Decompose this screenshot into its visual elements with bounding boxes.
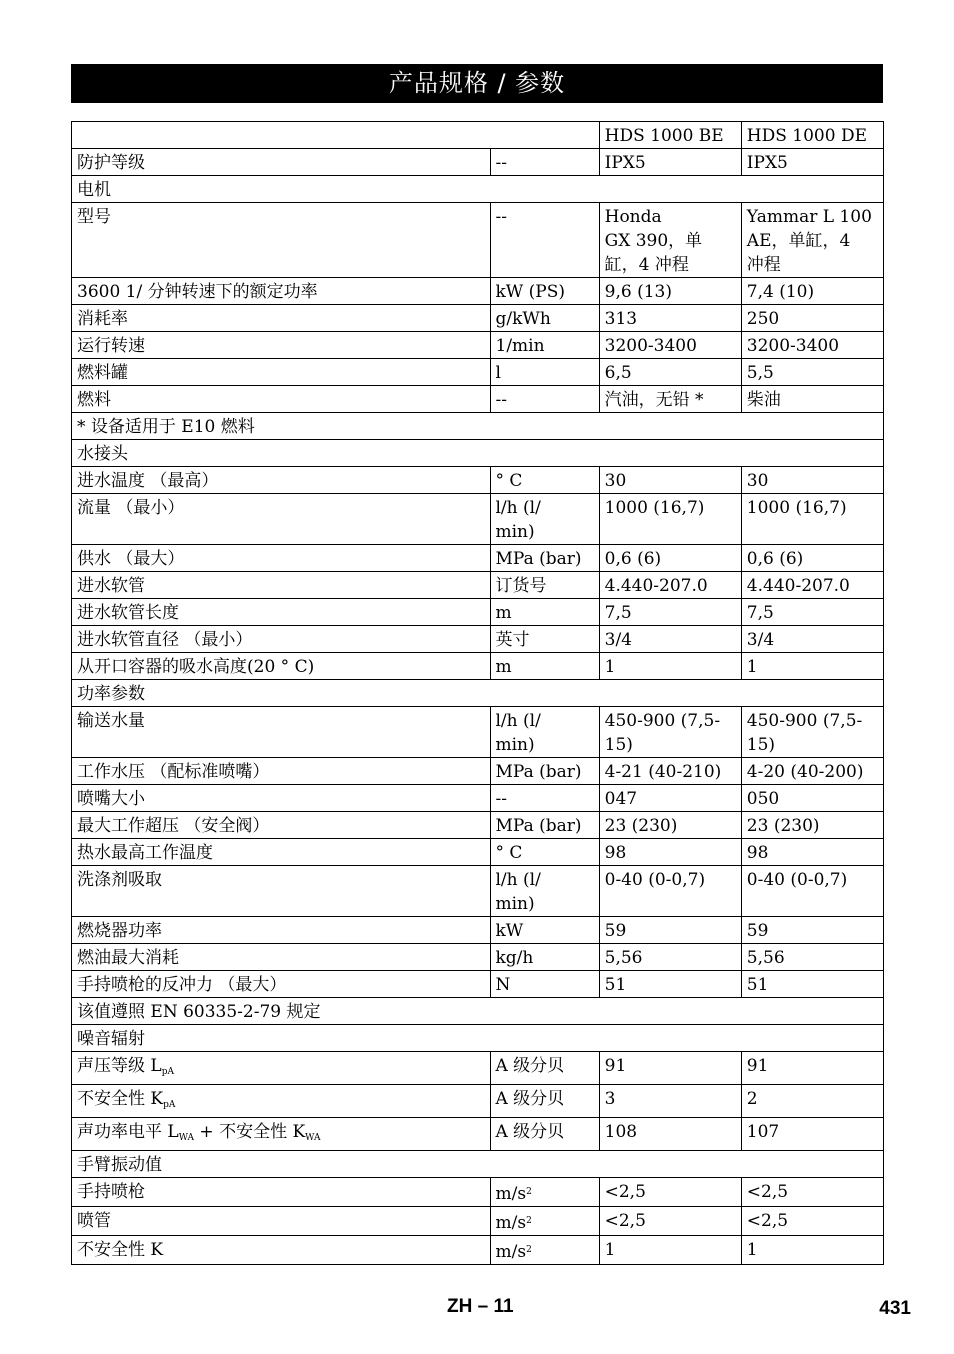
table-row xyxy=(72,1178,884,1207)
section-row xyxy=(72,440,884,467)
section-row xyxy=(72,1025,884,1052)
param-label xyxy=(72,1118,491,1151)
unit-text: A 级分贝 xyxy=(495,1089,565,1109)
param-label-text: 3600 1/ 分钟转速下的额定功率 xyxy=(77,282,318,302)
value-cell-de: 98 xyxy=(741,839,883,866)
param-label xyxy=(72,305,491,332)
unit-cell xyxy=(490,758,599,785)
table-row xyxy=(72,278,884,305)
page-number: 431 xyxy=(879,1298,911,1319)
unit-cell xyxy=(490,149,599,176)
value-cell-be: Honda GX 390，单 缸，4 冲程 xyxy=(599,203,741,278)
param-label-text: 热水最高工作温度 xyxy=(77,843,213,863)
param-label xyxy=(72,386,491,413)
unit-text: l xyxy=(495,363,501,383)
value-cell-be: 4-21 (40-210) xyxy=(599,758,741,785)
unit-cell xyxy=(490,812,599,839)
param-label-text: 进水温度 （最高） xyxy=(77,471,219,491)
unit-cell xyxy=(490,467,599,494)
value-cell-be: <2,5 xyxy=(599,1207,741,1236)
header-cell-empty xyxy=(72,122,600,149)
unit-cell xyxy=(490,1236,599,1265)
table-row xyxy=(72,1207,884,1236)
param-label xyxy=(72,971,491,998)
unit-superscript: 2 xyxy=(526,1245,532,1255)
value-cell-de: 1000 (16,7) xyxy=(741,494,883,545)
unit-cell xyxy=(490,599,599,626)
unit-text: -- xyxy=(495,789,507,809)
table-row xyxy=(72,149,884,176)
value-cell-be: 1 xyxy=(599,1236,741,1265)
unit-cell xyxy=(490,917,599,944)
param-label xyxy=(72,1178,491,1207)
value-cell-be: 91 xyxy=(599,1052,741,1085)
param-label-text: 型号 xyxy=(77,207,111,227)
unit-cell xyxy=(490,944,599,971)
value-cell-be: 7,5 xyxy=(599,599,741,626)
unit-cell xyxy=(490,305,599,332)
param-label-text: 防护等级 xyxy=(77,153,145,173)
param-label xyxy=(72,758,491,785)
section-row xyxy=(72,680,884,707)
value-cell-be: 9,6 (13) xyxy=(599,278,741,305)
table-row xyxy=(72,626,884,653)
param-label-subscript: pA xyxy=(161,1067,174,1077)
section-label: * 设备适用于 E10 燃料 xyxy=(72,413,884,440)
table-row xyxy=(72,785,884,812)
param-label-text: 工作水压 （配标准喷嘴） xyxy=(77,762,270,782)
value-cell-be: 6,5 xyxy=(599,359,741,386)
value-cell-de: 柴油 xyxy=(741,386,883,413)
unit-text: l/h (l/ min) xyxy=(495,498,541,542)
unit-text: ° C xyxy=(495,471,523,491)
value-cell-de: 107 xyxy=(741,1118,883,1151)
unit-text: g/kWh xyxy=(495,309,551,329)
param-label-text: 流量 （最小） xyxy=(77,498,185,518)
value-cell-de: 5,5 xyxy=(741,359,883,386)
unit-cell xyxy=(490,866,599,917)
param-label-subscript: pA xyxy=(163,1100,176,1110)
param-label-text: 声功率电平 L xyxy=(77,1122,179,1142)
param-label xyxy=(72,203,491,278)
param-label-text: 燃料 xyxy=(77,390,111,410)
value-cell-de: <2,5 xyxy=(741,1207,883,1236)
value-cell-be: 51 xyxy=(599,971,741,998)
table-row xyxy=(72,359,884,386)
unit-text: N xyxy=(495,975,511,995)
param-label-text: 洗涤剂吸取 xyxy=(77,870,162,890)
unit-text: MPa (bar) xyxy=(495,762,582,782)
unit-cell xyxy=(490,785,599,812)
value-cell-be: 4.440-207.0 xyxy=(599,572,741,599)
unit-cell xyxy=(490,332,599,359)
section-row xyxy=(72,176,884,203)
table-row xyxy=(72,494,884,545)
unit-text: 1/min xyxy=(495,336,545,356)
param-label-subscript: WA xyxy=(178,1133,195,1143)
value-cell-be: 汽油，无铅 * xyxy=(599,386,741,413)
unit-text: A 级分贝 xyxy=(495,1056,565,1076)
table-row xyxy=(72,572,884,599)
unit-cell xyxy=(490,278,599,305)
value-cell-de: 1 xyxy=(741,1236,883,1265)
header-cell-model-be: HDS 1000 BE xyxy=(599,122,741,149)
value-cell-de: 050 xyxy=(741,785,883,812)
value-cell-be: 30 xyxy=(599,467,741,494)
param-label-text: 最大工作超压 （安全阀） xyxy=(77,816,270,836)
table-row xyxy=(72,707,884,758)
unit-text: m xyxy=(495,657,512,677)
unit-cell xyxy=(490,545,599,572)
header-cell-model-de: HDS 1000 DE xyxy=(741,122,883,149)
unit-cell xyxy=(490,494,599,545)
table-row xyxy=(72,1085,884,1118)
unit-text: kW xyxy=(495,921,524,941)
table-row xyxy=(72,305,884,332)
section-row xyxy=(72,998,884,1025)
param-label xyxy=(72,149,491,176)
value-cell-be: 047 xyxy=(599,785,741,812)
value-cell-be: 1000 (16,7) xyxy=(599,494,741,545)
unit-cell xyxy=(490,839,599,866)
param-label-text-2: + 不安全性 K xyxy=(194,1122,306,1142)
table-row xyxy=(72,653,884,680)
param-label xyxy=(72,359,491,386)
section-label: 手臂振动值 xyxy=(72,1151,884,1178)
value-cell-be: 0,6 (6) xyxy=(599,545,741,572)
value-cell-de: 450-900 (7,5- 15) xyxy=(741,707,883,758)
value-cell-be: 59 xyxy=(599,917,741,944)
table-row xyxy=(72,203,884,278)
param-label-text: 喷管 xyxy=(77,1211,111,1231)
value-cell-be: IPX5 xyxy=(599,149,741,176)
unit-cell xyxy=(490,1085,599,1118)
param-label xyxy=(72,626,491,653)
value-cell-de: 51 xyxy=(741,971,883,998)
value-cell-be: 3200-3400 xyxy=(599,332,741,359)
unit-text: -- xyxy=(495,153,507,173)
value-cell-de: 23 (230) xyxy=(741,812,883,839)
section-label: 水接头 xyxy=(72,440,884,467)
value-cell-be: 0-40 (0-0,7) xyxy=(599,866,741,917)
value-cell-be: 3/4 xyxy=(599,626,741,653)
param-label-text: 不安全性 K xyxy=(77,1089,164,1109)
unit-superscript: 2 xyxy=(526,1216,532,1226)
param-label xyxy=(72,1236,491,1265)
table-row xyxy=(72,971,884,998)
param-label-text: 燃油最大消耗 xyxy=(77,948,179,968)
param-label-text: 运行转速 xyxy=(77,336,145,356)
value-cell-de: 4.440-207.0 xyxy=(741,572,883,599)
unit-text: 订货号 xyxy=(495,576,547,596)
value-cell-de: 30 xyxy=(741,467,883,494)
table-row xyxy=(72,386,884,413)
table-row xyxy=(72,812,884,839)
value-cell-be: 98 xyxy=(599,839,741,866)
unit-cell xyxy=(490,203,599,278)
param-label-text: 喷嘴大小 xyxy=(77,789,145,809)
param-label-text: 燃烧器功率 xyxy=(77,921,162,941)
section-label: 功率参数 xyxy=(72,680,884,707)
table-row xyxy=(72,944,884,971)
value-cell-de: 1 xyxy=(741,653,883,680)
param-label xyxy=(72,839,491,866)
table-row xyxy=(72,917,884,944)
param-label xyxy=(72,278,491,305)
param-label-text: 声压等级 L xyxy=(77,1056,162,1076)
value-cell-de: 5,56 xyxy=(741,944,883,971)
value-cell-be: 3 xyxy=(599,1085,741,1118)
unit-superscript: 2 xyxy=(526,1187,532,1197)
param-label-text: 进水软管直径 （最小） xyxy=(77,630,253,650)
param-label xyxy=(72,1207,491,1236)
unit-text: 英寸 xyxy=(495,630,530,650)
table-row xyxy=(72,332,884,359)
unit-text: m/s xyxy=(495,1213,527,1233)
unit-cell xyxy=(490,386,599,413)
unit-cell xyxy=(490,707,599,758)
section-label: 电机 xyxy=(72,176,884,203)
param-label xyxy=(72,467,491,494)
unit-cell xyxy=(490,626,599,653)
table-header-row xyxy=(72,122,884,149)
value-cell-de: 0,6 (6) xyxy=(741,545,883,572)
param-label-text: 手持喷枪 xyxy=(77,1182,145,1202)
table-row xyxy=(72,1052,884,1085)
value-cell-be: 313 xyxy=(599,305,741,332)
section-label: 该值遵照 EN 60335-2-79 规定 xyxy=(72,998,884,1025)
value-cell-be: 450-900 (7,5- 15) xyxy=(599,707,741,758)
value-cell-de: Yammar L 100 AE，单缸，4 冲程 xyxy=(741,203,883,278)
value-cell-de: <2,5 xyxy=(741,1178,883,1207)
value-cell-be: 23 (230) xyxy=(599,812,741,839)
unit-text: A 级分贝 xyxy=(495,1122,565,1142)
value-cell-de: 7,5 xyxy=(741,599,883,626)
unit-cell xyxy=(490,1178,599,1207)
unit-cell xyxy=(490,653,599,680)
unit-text: MPa (bar) xyxy=(495,549,582,569)
value-cell-be: <2,5 xyxy=(599,1178,741,1207)
value-cell-be: 1 xyxy=(599,653,741,680)
unit-cell xyxy=(490,1052,599,1085)
value-cell-de: 7,4 (10) xyxy=(741,278,883,305)
table-row xyxy=(72,1236,884,1265)
param-label-text: 消耗率 xyxy=(77,309,128,329)
param-label-text: 手持喷枪的反冲力 （最大） xyxy=(77,975,287,995)
param-label xyxy=(72,812,491,839)
value-cell-de: IPX5 xyxy=(741,149,883,176)
value-cell-de: 3/4 xyxy=(741,626,883,653)
table-row xyxy=(72,758,884,785)
value-cell-de: 2 xyxy=(741,1085,883,1118)
unit-text: m xyxy=(495,603,512,623)
param-label-text: 供水 （最大） xyxy=(77,549,185,569)
table-row xyxy=(72,545,884,572)
param-label xyxy=(72,494,491,545)
param-label-text: 进水软管长度 xyxy=(77,603,179,623)
unit-text: m/s xyxy=(495,1184,527,1204)
value-cell-be: 108 xyxy=(599,1118,741,1151)
unit-cell xyxy=(490,971,599,998)
param-label xyxy=(72,332,491,359)
value-cell-de: 4-20 (40-200) xyxy=(741,758,883,785)
param-label xyxy=(72,1052,491,1085)
unit-cell xyxy=(490,572,599,599)
param-label-subscript-2: WA xyxy=(305,1133,321,1143)
param-label-text: 输送水量 xyxy=(77,711,145,731)
param-label xyxy=(72,545,491,572)
param-label-text: 从开口容器的吸水高度(20 ° C) xyxy=(77,657,315,677)
section-row xyxy=(72,1151,884,1178)
unit-text: m/s xyxy=(495,1242,527,1262)
value-cell-de: 91 xyxy=(741,1052,883,1085)
value-cell-be: 5,56 xyxy=(599,944,741,971)
spec-table xyxy=(71,121,884,1265)
unit-cell xyxy=(490,1207,599,1236)
param-label xyxy=(72,707,491,758)
unit-cell xyxy=(490,359,599,386)
value-cell-de: 250 xyxy=(741,305,883,332)
param-label xyxy=(72,653,491,680)
unit-text: ° C xyxy=(495,843,523,863)
unit-text: MPa (bar) xyxy=(495,816,582,836)
unit-text: -- xyxy=(495,390,507,410)
param-label xyxy=(72,866,491,917)
param-label xyxy=(72,599,491,626)
param-label xyxy=(72,785,491,812)
value-cell-de: 0-40 (0-0,7) xyxy=(741,866,883,917)
unit-text: kg/h xyxy=(495,948,534,968)
unit-text: kW (PS) xyxy=(495,282,566,302)
unit-text: l/h (l/ min) xyxy=(495,711,541,755)
param-label xyxy=(72,1085,491,1118)
table-row xyxy=(72,866,884,917)
param-label xyxy=(72,944,491,971)
param-label xyxy=(72,572,491,599)
section-row xyxy=(72,413,884,440)
table-row xyxy=(72,1118,884,1151)
unit-text: l/h (l/ min) xyxy=(495,870,541,914)
table-row xyxy=(72,839,884,866)
footer-section-label: ZH – 11 xyxy=(447,1296,514,1317)
param-label-text: 不安全性 K xyxy=(77,1240,164,1260)
param-label xyxy=(72,917,491,944)
page-title: 产品规格 / 参数 xyxy=(71,64,883,103)
param-label-text: 燃料罐 xyxy=(77,363,128,383)
table-row xyxy=(72,467,884,494)
section-label: 噪音辐射 xyxy=(72,1025,884,1052)
table-row xyxy=(72,599,884,626)
param-label-text: 进水软管 xyxy=(77,576,145,596)
unit-text: -- xyxy=(495,207,507,227)
value-cell-de: 3200-3400 xyxy=(741,332,883,359)
value-cell-de: 59 xyxy=(741,917,883,944)
unit-cell xyxy=(490,1118,599,1151)
